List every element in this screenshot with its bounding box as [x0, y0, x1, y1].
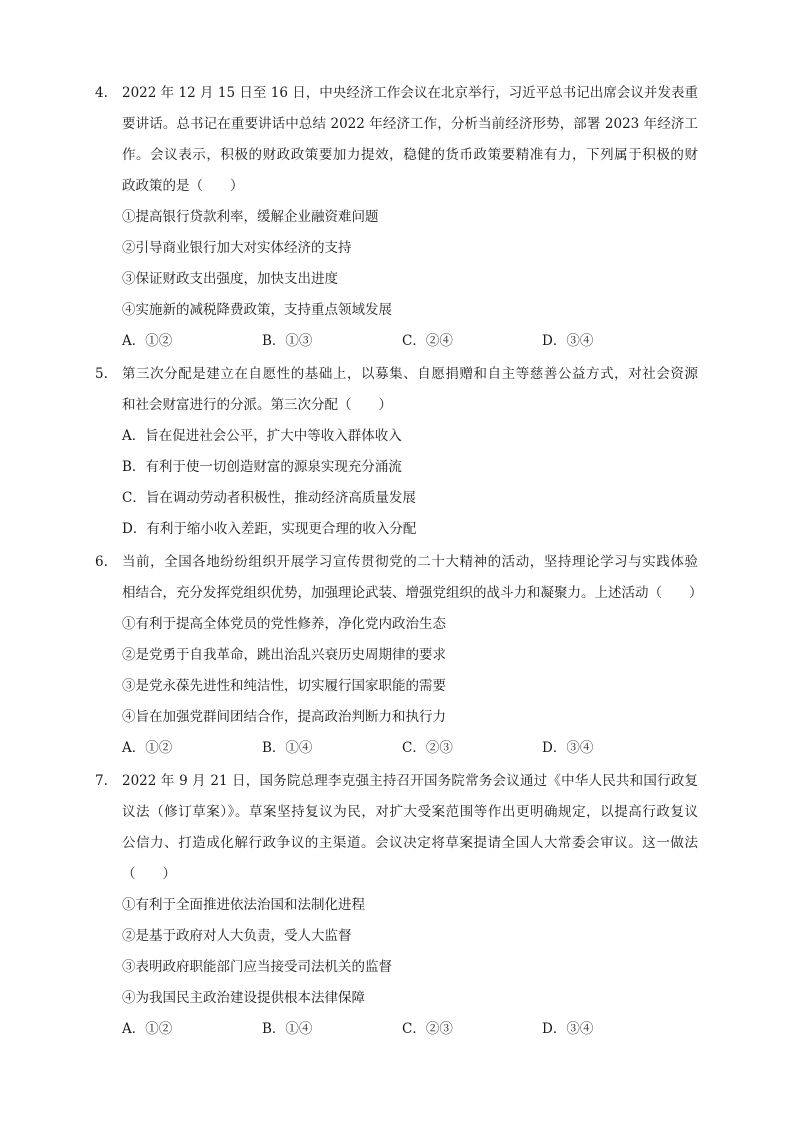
statement-item: ①有利于提高全体党员的党性修养，净化党内政治生态 — [122, 616, 446, 632]
question-stem-line: 第三次分配是建立在自愿性的基础上，以募集、自愿捐赠和自主等慈善公益方式，对社会资源 — [122, 366, 698, 382]
statement-item: ④旨在加强党群间团结合作，提高政治判断力和执行力 — [122, 709, 446, 725]
statement-item: ③表明政府职能部门应当接受司法机关的监督 — [122, 959, 392, 975]
statement-item: ③保证财政支出强度，加快支出进度 — [122, 271, 338, 287]
question-number: 4. — [95, 85, 108, 101]
choice-d: D．有利于缩小收入差距，实现更合理的收入分配 — [122, 521, 417, 537]
choice-b: B．①③ — [262, 333, 313, 349]
choice-c: C．②③ — [402, 1021, 453, 1037]
question-number: 5. — [95, 366, 108, 382]
statement-item: ①有利于全面推进依法治国和法制化进程 — [122, 897, 365, 913]
choice-c: C．②④ — [402, 333, 453, 349]
question-stem-line: 议法（修订草案）》。草案坚持复议为民，对扩大受案范围等作出更明确规定，以提高行政复议 — [122, 804, 698, 820]
question-stem-line: 相结合，充分发挥党组织优势，加强理论武装、增强党组织的战斗力和凝聚力。上述活动（ ） — [122, 585, 703, 601]
statement-item: ②是基于政府对人大负责，受人大监督 — [122, 928, 352, 944]
statement-item: ①提高银行贷款利率，缓解企业融资难问题 — [122, 209, 379, 225]
choice-a: A．①② — [122, 333, 173, 349]
question-stem-line: 当前，全国各地纷纷组织开展学习宣传贯彻党的二十大精神的活动，坚持理论学习与实践体验 — [122, 554, 698, 570]
question-stem-line: 2022 年 12 月 15 日至 16 日，中央经济工作会议在北京举行，习近平总书记出席会议并发表重 — [122, 85, 698, 101]
question-number: 7. — [95, 773, 108, 789]
choice-d: D．③④ — [542, 1021, 594, 1037]
question-stem-line: 公信力、打造成化解行政争议的主渠道。会议决定将草案提请全国人大常委会审议。这一做法 — [122, 835, 698, 851]
choice-d: D．③④ — [542, 740, 594, 756]
question-stem-line: 和社会财富进行的分派。第三次分配（ ） — [122, 397, 392, 413]
question-stem-line: 要讲话。总书记在重要讲话中总结 2022 年经济工作，分析当前经济形势，部署 2023 年经济工 — [122, 116, 698, 132]
question-stem-line: 作。会议表示，积极的财政政策要加力提效，稳健的货币政策要精准有力，下列属于积极的财 — [122, 147, 698, 163]
choice-b: B．有利于使一切创造财富的源泉实现充分涌流 — [122, 459, 402, 475]
choice-c: C．②③ — [402, 740, 453, 756]
choice-d: D．③④ — [542, 333, 594, 349]
choice-b: B．①④ — [262, 740, 313, 756]
choice-a: A．①② — [122, 1021, 173, 1037]
statement-item: ②是党勇于自我革命，跳出治乱兴衰历史周期律的要求 — [122, 647, 446, 663]
statement-item: ②引导商业银行加大对实体经济的支持 — [122, 240, 352, 256]
choice-a: A．①② — [122, 740, 173, 756]
question-number: 6. — [95, 554, 108, 570]
choice-b: B．①④ — [262, 1021, 313, 1037]
question-stem-line: 2022 年 9 月 21 日，国务院总理李克强主持召开国务院常务会议通过《中华人民共和国行政复 — [122, 773, 698, 789]
statement-item: ④实施新的减税降费政策，支持重点领域发展 — [122, 302, 392, 318]
choice-c: C．旨在调动劳动者积极性，推动经济高质量发展 — [122, 490, 416, 506]
statement-item: ③是党永葆先进性和纯洁性，切实履行国家职能的需要 — [122, 678, 446, 694]
question-stem-line: （ ） — [122, 866, 176, 882]
statement-item: ④为我国民主政治建设提供根本法律保障 — [122, 990, 365, 1006]
choice-a: A．旨在促进社会公平，扩大中等收入群体收入 — [122, 428, 402, 444]
question-stem-line: 政政策的是（ ） — [122, 178, 244, 194]
